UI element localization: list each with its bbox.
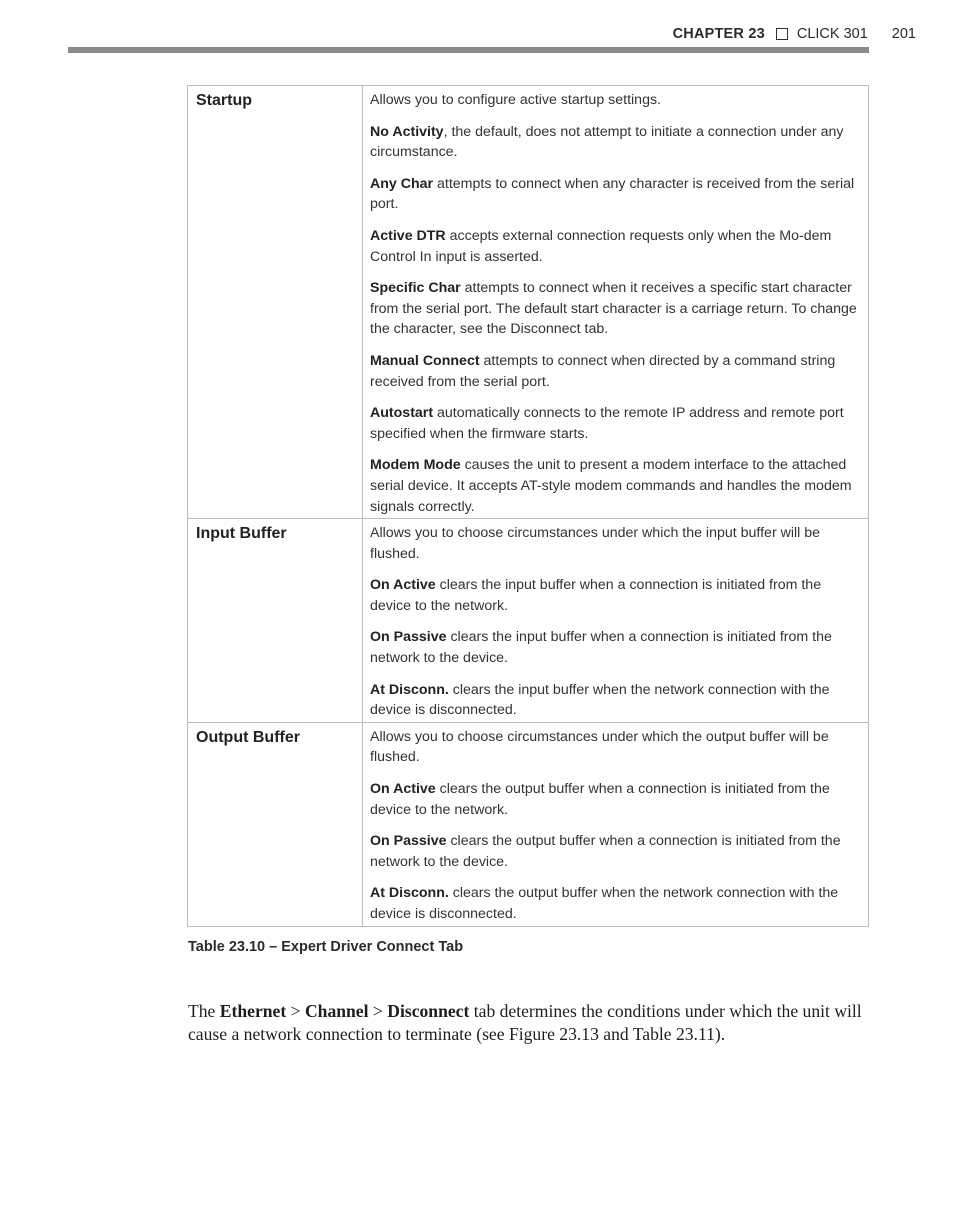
page-number: 201 [891,26,916,42]
option-item [370,455,860,517]
option-item [370,680,860,721]
table-row [188,722,869,926]
option-text: attempts to connect when it receives a specific start character from the serial port. The default start character is a carriage return. To change the character, see the Disconnect tab. [370,280,857,338]
option-term: Manual Connect [370,352,480,369]
setting-name: Startup [188,86,363,519]
option-term: Specific Char [370,280,461,297]
option-term: On Active [370,781,436,798]
setting-name: Output Buffer [188,722,363,926]
option-item [370,779,860,820]
option-text: clears the input buffer when the network connection with the device is disconnected. [370,681,830,719]
setting-description [363,722,869,926]
option-text: causes the unit to present a modem interface to the attached serial device. It accepts AT-style modem commands and handles the modem signals correctly. [370,457,852,515]
setting-name: Input Buffer [188,519,363,723]
section-label: CLICK 301 [796,26,868,42]
table-caption: Table 23.10 – Expert Driver Connect Tab [188,939,464,955]
option-text: clears the input buffer when a connection is initiated from the network to the device. [370,629,832,667]
option-term: Autostart [370,405,434,422]
menu-path-ethernet: Ethernet [219,1000,287,1021]
option-text: , the default, does not attempt to initiate a connection under any circumstance. [370,123,844,161]
option-item [370,226,860,267]
option-text: clears the output buffer when the network connection with the device is disconnected. [370,885,839,922]
option-term: On Active [370,577,436,594]
option-text: automatically connects to the remote IP address and remote port specified when the firmware starts. [370,405,844,442]
option-item [370,883,860,924]
separator-box-icon [776,28,788,40]
option-term: On Passive [370,833,447,850]
description-intro: Allows you to configure active startup settings. [370,92,661,108]
option-term: At Disconn. [370,681,449,698]
option-text: attempts to connect when directed by a command string received from the serial port. [370,352,836,390]
description-intro: Allows you to choose circumstances under which the output buffer will be flushed. [370,728,829,766]
option-text: clears the output buffer when a connection is initiated from the device to the network. [370,781,830,818]
option-text: clears the input buffer when a connection is initiated from the device to the network. [370,577,822,614]
header-rule [68,47,869,53]
paragraph-text: The [188,1000,220,1021]
option-item [370,627,860,668]
option-item [370,278,860,340]
chapter-label: CHAPTER 23 [672,26,765,42]
setting-description [363,519,869,723]
description-intro: Allows you to choose circumstances under which the input buffer will be flushed. [370,525,821,562]
option-term: Any Char [370,175,434,192]
setting-description [363,86,869,519]
option-term: No Activity [370,123,444,140]
settings-table [187,85,869,927]
option-item [370,831,860,872]
table-row [188,519,869,723]
option-text: clears the output buffer when a connection is initiated from the network to the device. [370,833,841,870]
option-term: On Passive [370,629,447,646]
option-text: accepts external connection requests only when the Mo-dem Control In input is asserted. [370,227,832,265]
option-term: Modem Mode [370,457,461,474]
running-header [673,26,916,42]
table-row [188,86,869,519]
option-term: At Disconn. [370,885,449,902]
path-separator: > [368,1000,388,1021]
paragraph-text: tab determines the conditions under which the unit will cause a network connection to terminate (see Figure 23.13 and Table 23.11). [188,1000,862,1044]
option-item [370,575,860,616]
menu-path-disconnect: Disconnect [387,1000,470,1021]
body-paragraph [188,1000,873,1046]
option-item [370,403,860,444]
path-separator: > [286,1000,305,1021]
option-item [370,174,860,215]
option-item [370,122,860,163]
option-term: Active DTR [370,227,446,244]
menu-path-channel: Channel [304,1000,369,1021]
option-text: attempts to connect when any character is received from the serial port. [370,175,855,213]
option-item [370,351,860,392]
